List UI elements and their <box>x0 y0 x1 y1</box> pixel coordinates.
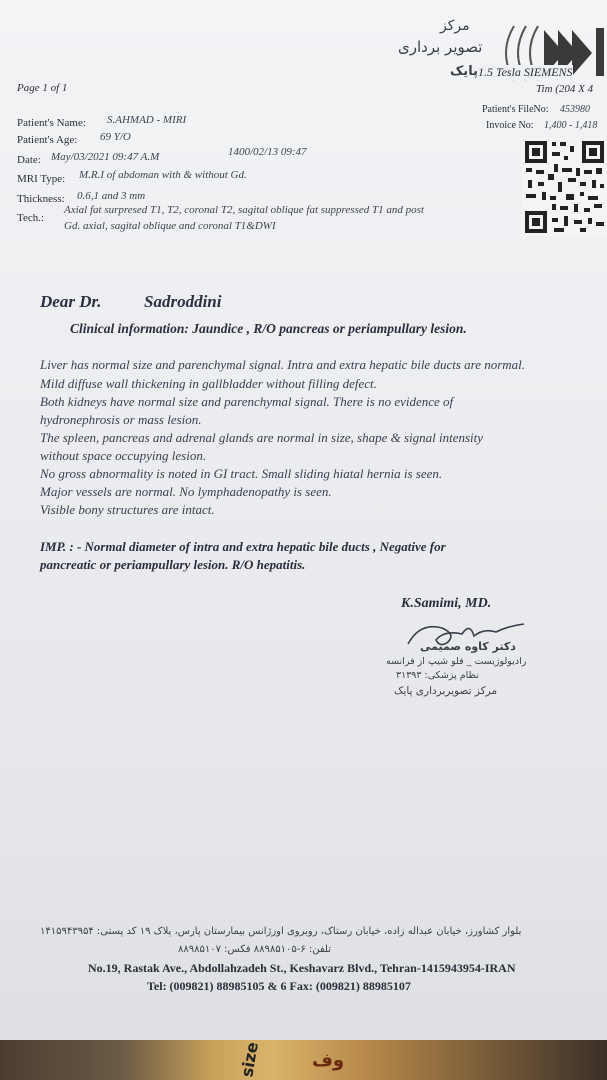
file-no-value: 453980 <box>560 104 590 115</box>
file-no-label: Patient's FileNo: <box>482 104 549 115</box>
finding-line: Mild diffuse wall thickening in gallbladder without filling defect. <box>40 376 377 391</box>
finding-line: Both kidneys have normal size and parenchymal signal. There is no evidence of <box>40 394 454 409</box>
strip-text-left: size <box>237 1040 262 1079</box>
footer-english-address: No.19, Rastak Ave., Abdollahzadeh St., Keshavarz Blvd., Tehran-1415943954-IRAN <box>88 961 516 975</box>
tech-line-1: Axial fat surpresed T1, T2, coronal T2, sagital oblique fat suppressed T1 and post <box>64 204 424 216</box>
impression-line-2: pancreatic or periampullary lesion. R/O hepatitis. <box>40 557 306 572</box>
stamp-center-name: مرکز تصویربرداری پایک <box>394 685 498 697</box>
tim-label: Tim (204 X 4 <box>536 83 594 95</box>
patient-name-label: Patient's Name: <box>17 117 86 129</box>
tech-label: Tech.: <box>17 212 45 224</box>
impression-line-1: IMP. : - Normal diameter of intra and extra hepatic bile ducts , Negative for <box>40 539 446 554</box>
logo-text-payak: پایک <box>450 64 478 79</box>
invoice-no-value: 1,400 - 1,418 <box>544 120 598 131</box>
patient-age-value: 69 Y/O <box>100 131 131 143</box>
qr-code-icon <box>522 138 607 236</box>
finding-line: without space occupying lesion. <box>40 448 207 463</box>
date-persian-value: 1400/02/13 09:47 <box>228 146 307 158</box>
thickness-value: 0.6,1 and 3 mm <box>77 190 146 202</box>
footer-persian-address: بلوار کشاورز، خیابان عبداله زاده، خیابان رستاک، روبروی اورژانس بیمارستان پارس، پلاک ۱۹ کد پستی: ۱۴۱۵۹۴۳۹۵۴ <box>40 926 522 937</box>
stamp-doctor-name: دکتر کاوه صمیمی <box>420 640 516 653</box>
thickness-label: Thickness: <box>17 193 65 205</box>
tesla-label: 1.5 Tesla SIEMENS <box>478 65 573 79</box>
finding-line: hydronephrosis or mass lesion. <box>40 412 202 427</box>
signature-name: K.Samimi, MD. <box>401 596 492 611</box>
patient-age-label: Patient's Age: <box>17 134 78 146</box>
mri-type-value: M.R.I of abdoman with & without Gd. <box>79 169 247 181</box>
page-number: Page 1 of 1 <box>17 82 68 94</box>
footer-persian-phone: تلفن: ۶-۸۸۹۸۵۱۰۵ فکس: ۸۸۹۸۵۱۰۷ <box>178 944 332 955</box>
desk-surface <box>0 1040 607 1080</box>
finding-line: Liver has normal size and parenchymal signal. Intra and extra hepatic bile ducts are normal. <box>40 357 526 372</box>
finding-line: Visible bony structures are intact. <box>40 502 215 517</box>
strip-text-right: وف <box>312 1050 345 1071</box>
clinical-information: Clinical information: Jaundice , R/O pancreas or periampullary lesion. <box>70 321 467 336</box>
footer-english-phone: Tel: (009821) 88985105 & 6 Fax: (009821) 88985107 <box>147 979 411 993</box>
tech-line-2: Gd. axial, sagital oblique and coronal T1&DWI <box>64 220 276 232</box>
greeting-doctor-name: Sadroddini <box>144 292 222 311</box>
finding-line: The spleen, pancreas and adrenal glands are normal in size, shape & signal intensity <box>40 430 484 445</box>
date-label: Date: <box>17 154 41 166</box>
invoice-no-label: Invoice No: <box>486 120 534 131</box>
finding-line: Major vessels are normal. No lymphadenopathy is seen. <box>40 484 332 499</box>
logo-text-center: مرکز <box>440 18 470 34</box>
mri-type-label: MRI Type: <box>17 173 66 185</box>
patient-name-value: S.AHMAD - MIRI <box>107 114 187 126</box>
date-value: May/03/2021 09:47 A.M <box>51 151 160 163</box>
finding-line: No gross abnormality is noted in GI tract. Small sliding hiatal hernia is seen. <box>40 466 443 481</box>
greeting-salutation: Dear Dr. <box>40 292 102 311</box>
logo-text-imaging: تصویر برداری <box>398 38 483 56</box>
stamp-specialty: رادیولوژیست _ فلو شیپ از فرانسه <box>386 656 527 667</box>
stamp-license: نظام پزشکی: ۳۱۳۹۳ <box>396 670 479 681</box>
